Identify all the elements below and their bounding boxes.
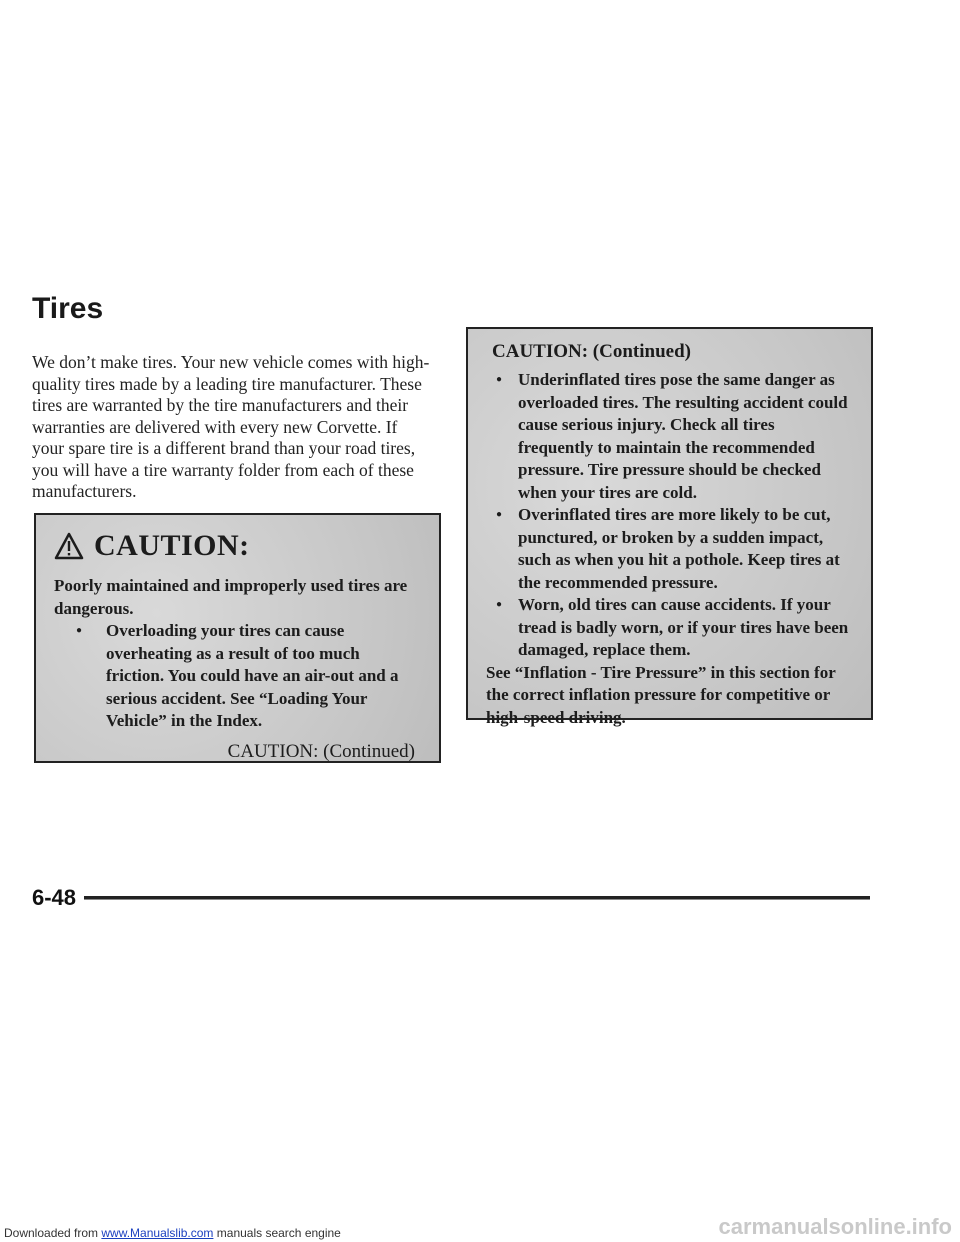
warning-triangle-icon (54, 532, 84, 560)
site-watermark: carmanualsonline.info (718, 1214, 952, 1239)
list-item (486, 504, 853, 594)
download-watermark (4, 1226, 341, 1240)
caution-footer-text: See “Inflation - Tire Pressure” in this section for the correct inflation pressure for competitive or high-speed driving. (486, 662, 836, 727)
intro-paragraph: We don’t make tires. Your new vehicle comes with high-quality tires made by a leading tire manufacturer. These tires are warranted by the tire manufacturers and their warranties are delivered with every new Corvette. If your spare tire is a different brand than your road tires, you will have a tire warranty folder from each of these manufacturers. (32, 352, 430, 501)
caution-right-bullets (486, 369, 853, 662)
page-title: Tires (32, 292, 104, 325)
caution-text: Poorly maintained and improperly used tires are dangerous. (54, 576, 408, 618)
watermark-prefix: Downloaded from (4, 1226, 102, 1240)
caution-left-bullets (54, 620, 421, 733)
page-footer (32, 885, 870, 911)
bullet-dot-icon: ● (496, 599, 503, 610)
caution-box-right (466, 327, 873, 727)
caution-continued-label: CAUTION: (Continued) (227, 740, 415, 762)
bullet-text: Underinflated tires pose the same danger as overloaded tires. The resulting accident could cause serious injury. Check all tires frequently to maintain the recommended pressure. Tire pressure should be checked when your tires are cold. (518, 370, 848, 502)
page-number: 6-48 (32, 885, 77, 910)
list-item (486, 369, 853, 504)
bullet-dot-icon: ● (496, 374, 503, 385)
manualslib-link[interactable]: www.Manualslib.com (101, 1226, 214, 1240)
bullet-text: Worn, old tires can cause accidents. If your tread is badly worn, or if your tires have been damaged, replace them. (518, 595, 849, 659)
bullet-dot-icon: ● (496, 509, 503, 520)
bullet-text: Overinflated tires are more likely to be cut, punctured, or broken by a sudden impact, such as when you hit a pothole. Keep tires at the recommended pressure. (518, 505, 840, 592)
watermark-suffix: manuals search engine (213, 1226, 341, 1240)
caution-box-left (34, 513, 441, 763)
footer-rule (84, 896, 870, 900)
list-item (54, 620, 421, 733)
list-item (486, 594, 853, 662)
bullet-text: Overloading your tires can cause overheating as a result of too much friction. You could have an air-out and a serious accident. See “Loading Your Vehicle” in the Index. (106, 621, 399, 730)
caution-heading-text: CAUTION: (94, 529, 250, 562)
bullet-dot-icon: ● (76, 625, 83, 636)
caution-heading (54, 529, 421, 563)
caution-continued-heading: CAUTION: (Continued) (492, 341, 691, 362)
